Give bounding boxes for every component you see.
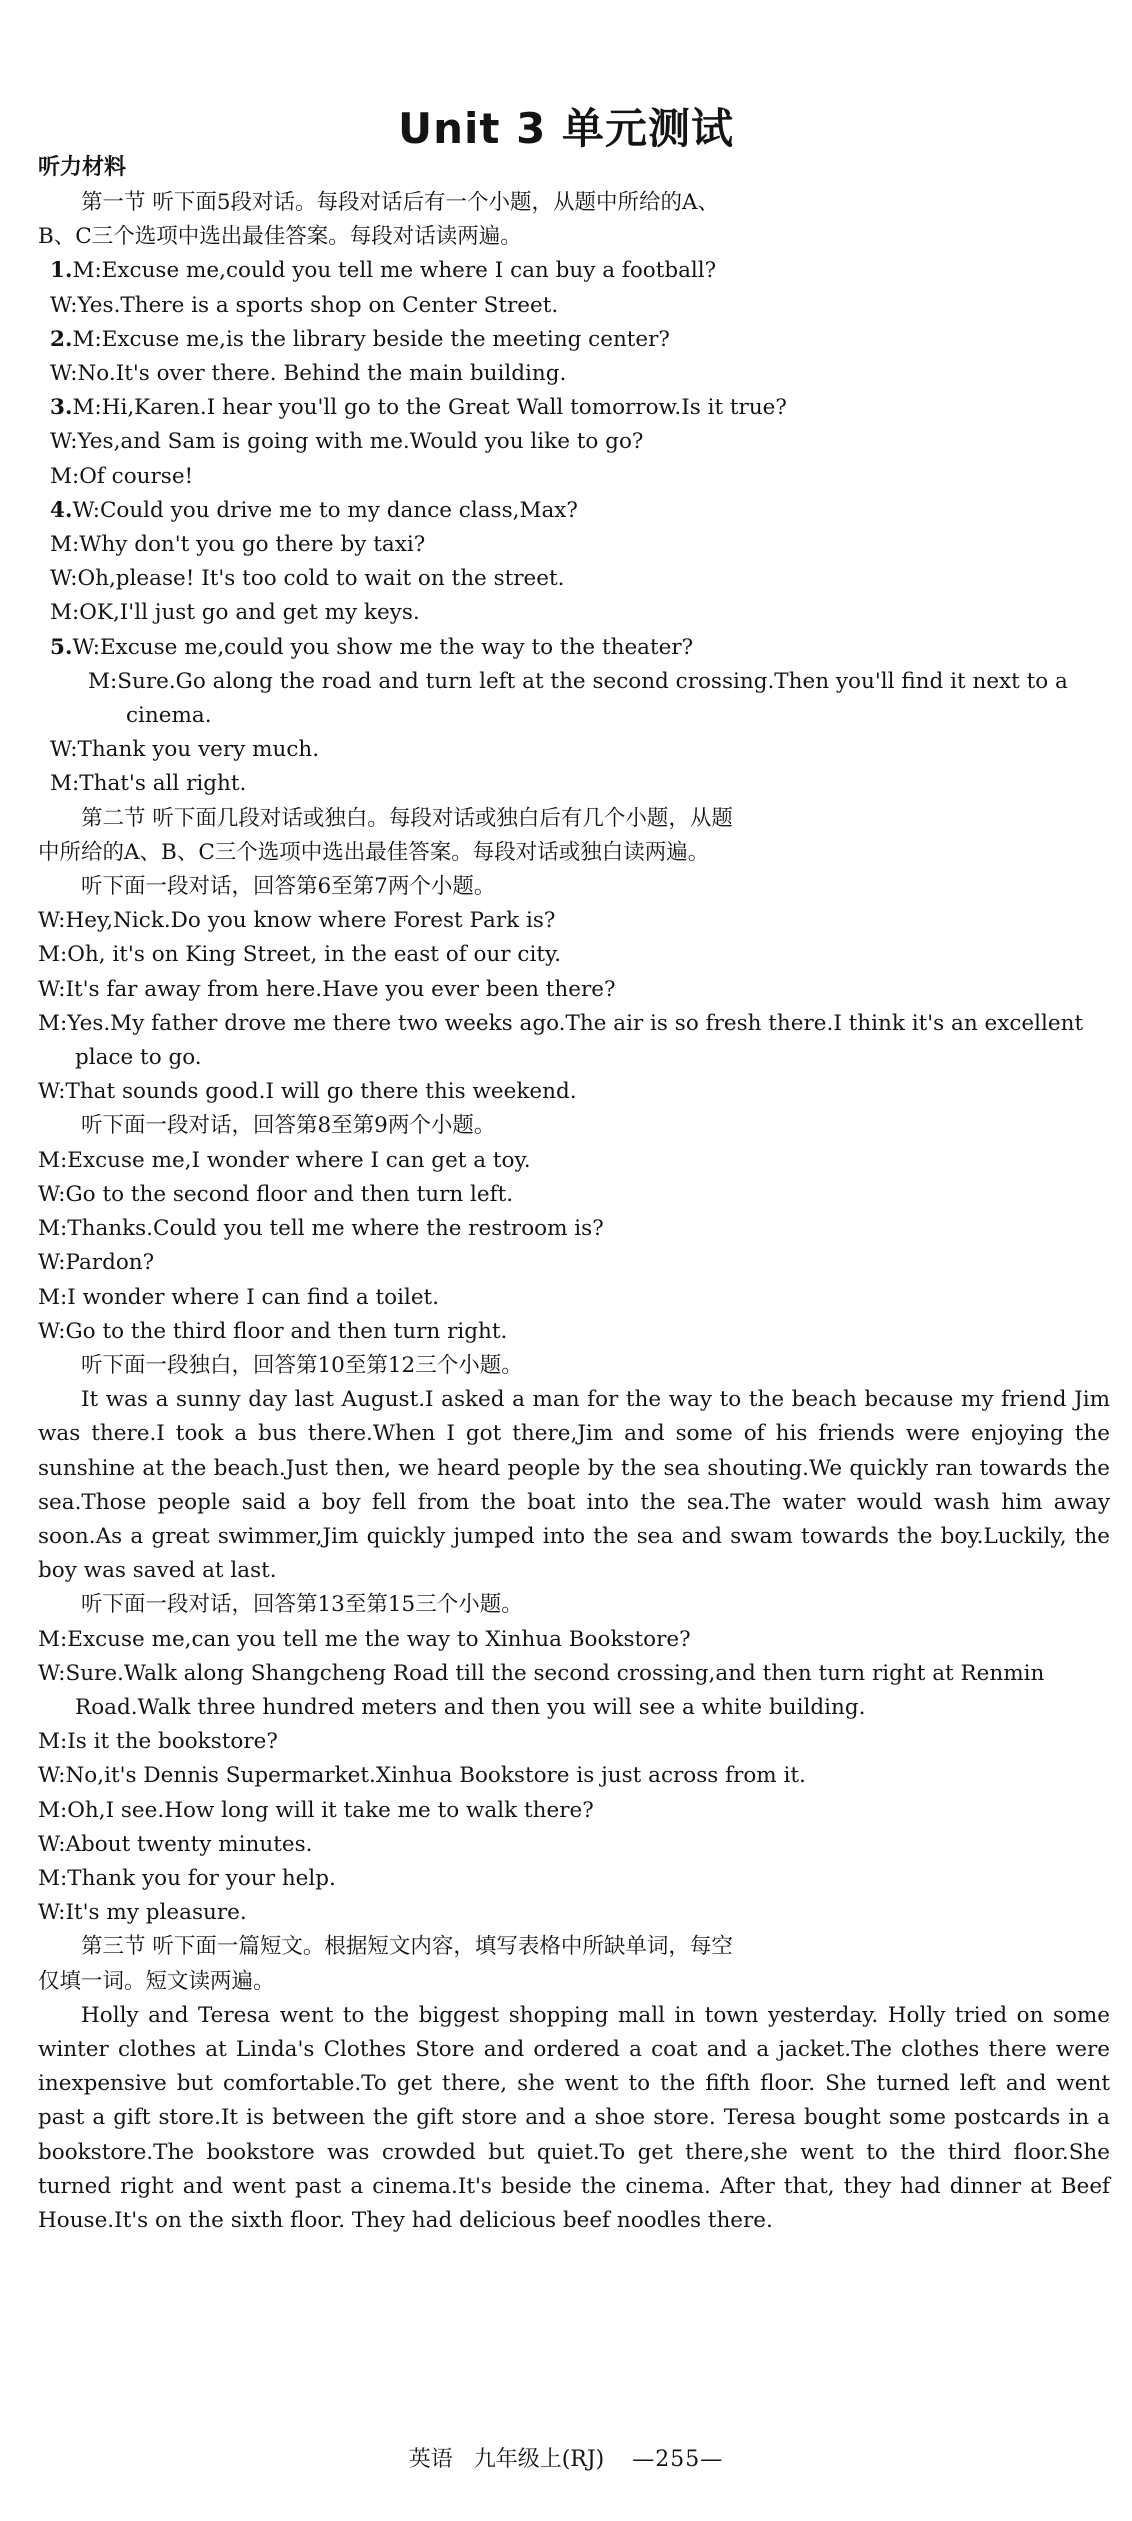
page-footer <box>0 2442 1132 2473</box>
dialog-line: M:Sure.Go along the road and turn left at the second crossing.Then you'll find it next to a cinema. <box>88 668 1068 729</box>
section1-intro-line1: 第一节 听下面5段对话。每段对话后有一个小题，从题中所给的A、 <box>81 190 720 215</box>
dialog-line: 3.M:Hi,Karen.I hear you'll go to the Great Wall tomorrow.Is it true? <box>50 395 787 421</box>
dialog-line: M:Excuse me,I wonder where I can get a toy. <box>38 1147 531 1173</box>
monologue-text: It was a sunny day last August.I asked a man for the way to the beach because my friend Jim was there.I took a bus there.When I got there,Jim and some of his friends were enjoying the sunshine at the beach.Just then, we heard people by the sea shouting.We quickly ran towards the sea.Those people said a boy fell from the boat into the sea.The water would wash him away soon.As a great swimmer,Jim quickly jumped into the sea and swam towards the boy.Luckily, the boy was saved at last. <box>38 1387 1110 1584</box>
dialog-line: M:Oh,I see.How long will it take me to walk there? <box>38 1797 594 1823</box>
dialog-line: W:No,it's Dennis Supermarket.Xinhua Bookstore is just across from it. <box>38 1763 806 1789</box>
part-instruction: 听下面一段对话，回答第6至第7两个小题。 <box>81 874 496 900</box>
part-instruction: 听下面一段对话，回答第13至第15三个小题。 <box>81 1592 523 1618</box>
section3-intro-line1: 第三节 听下面一篇短文。根据短文内容，填写表格中所缺单词，每空 <box>81 1934 733 1960</box>
dialog-line: W:Hey,Nick.Do you know where Forest Park is? <box>38 908 556 934</box>
footer-subject: 英语 <box>408 2447 453 2472</box>
dialog-line: W:No.It's over there. Behind the main building. <box>50 361 567 387</box>
dialog-line: W:About twenty minutes. <box>38 1831 313 1857</box>
dialog-line: M:That's all right. <box>50 771 247 797</box>
section1-intro-line2: B、C三个选项中选出最佳答案。每段对话读两遍。 <box>38 224 522 250</box>
page-title: Unit 3 单元测试 <box>398 104 734 153</box>
dialog-line: M:Excuse me,can you tell me the way to Xinhua Bookstore? <box>38 1626 691 1652</box>
dialog-line: W:Go to the third floor and then turn right. <box>38 1318 508 1344</box>
dialog-line: 4.W:Could you drive me to my dance class,Max? <box>50 497 578 523</box>
dialog-line: 1.M:Excuse me,could you tell me where I can buy a football? <box>50 258 717 284</box>
dialog-line: W:Yes.There is a sports shop on Center Street. <box>50 292 559 318</box>
dialog-line: 5.W:Excuse me,could you show me the way to the theater? <box>50 634 694 660</box>
dialog-line: W:That sounds good.I will go there this weekend. <box>38 1079 577 1105</box>
listening-material <box>38 186 1110 2238</box>
dialog-line: M:I wonder where I can find a toilet. <box>38 1284 440 1310</box>
dialog-line: M:Why don't you go there by taxi? <box>50 532 426 558</box>
part-instruction: 听下面一段独白，回答第10至第12三个小题。 <box>81 1352 523 1378</box>
page-number: —255— <box>632 2447 724 2472</box>
dialog-line: W:It's far away from here.Have you ever been there? <box>38 976 616 1002</box>
dialog-line: M:OK,I'll just go and get my keys. <box>50 600 420 626</box>
dialog-line: W:Oh,please! It's too cold to wait on the street. <box>50 566 565 592</box>
dialog-line: M:Yes.My father drove me there two weeks ago.The air is so fresh there.I think it's an excellent place to go. <box>38 1010 1084 1071</box>
dialog-line: W:Thank you very much. <box>50 737 320 763</box>
section3-intro-line2: 仅填一词。短文读两遍。 <box>38 1968 275 1994</box>
dialog-line: W:Go to the second floor and then turn left. <box>38 1181 514 1207</box>
dialog-line: W:Sure.Walk along Shangcheng Road till the second crossing,and then turn right at Renmin Road.Walk three hundred meters and then you will see a white building. <box>38 1660 1045 1720</box>
section-heading: 听力材料 <box>38 155 127 180</box>
dialog-line: M:Oh, it's on King Street, in the east of our city. <box>38 942 562 968</box>
dialog-line: M:Is it the bookstore? <box>38 1729 278 1755</box>
dialog-line: W:Yes,and Sam is going with me.Would you like to go? <box>50 429 644 455</box>
dialog-line: M:Of course! <box>50 463 194 489</box>
dialog-line: 2.M:Excuse me,is the library beside the meeting center? <box>50 326 670 352</box>
section2-intro-line1: 第二节 听下面几段对话或独白。每段对话或独白后有几个小题，从题 <box>81 805 733 831</box>
footer-grade: 九年级上(RJ) <box>473 2447 605 2472</box>
dialog-line: M:Thanks.Could you tell me where the restroom is? <box>38 1216 604 1242</box>
dialog-line: M:Thank you for your help. <box>38 1865 336 1891</box>
part-instruction: 听下面一段对话，回答第8至第9两个小题。 <box>81 1113 496 1139</box>
passage-text: Holly and Teresa went to the biggest shopping mall in town yesterday. Holly tried on some winter clothes at Linda's Clothes Store and ordered a coat and a jacket.The clothes there were inexpensive but comfortable.To get there, she went to the fifth floor. She turned left and went past a gift store.It is between the gift store and a shoe store. Teresa bought some postcards in a bookstore.The bookstore was crowded but quiet.To get there,she went to the third floor.She turned right and went past a cinema.It's beside the cinema. After that, they had dinner at Beef House.It's on the sixth floor. They had delicious beef noodles there. <box>38 2002 1110 2233</box>
dialog-line: W:It's my pleasure. <box>38 1900 247 1926</box>
section2-intro-line2: 中所给的A、B、C三个选项中选出最佳答案。每段对话或独白读两遍。 <box>38 839 710 865</box>
dialog-line: W:Pardon? <box>38 1250 155 1276</box>
